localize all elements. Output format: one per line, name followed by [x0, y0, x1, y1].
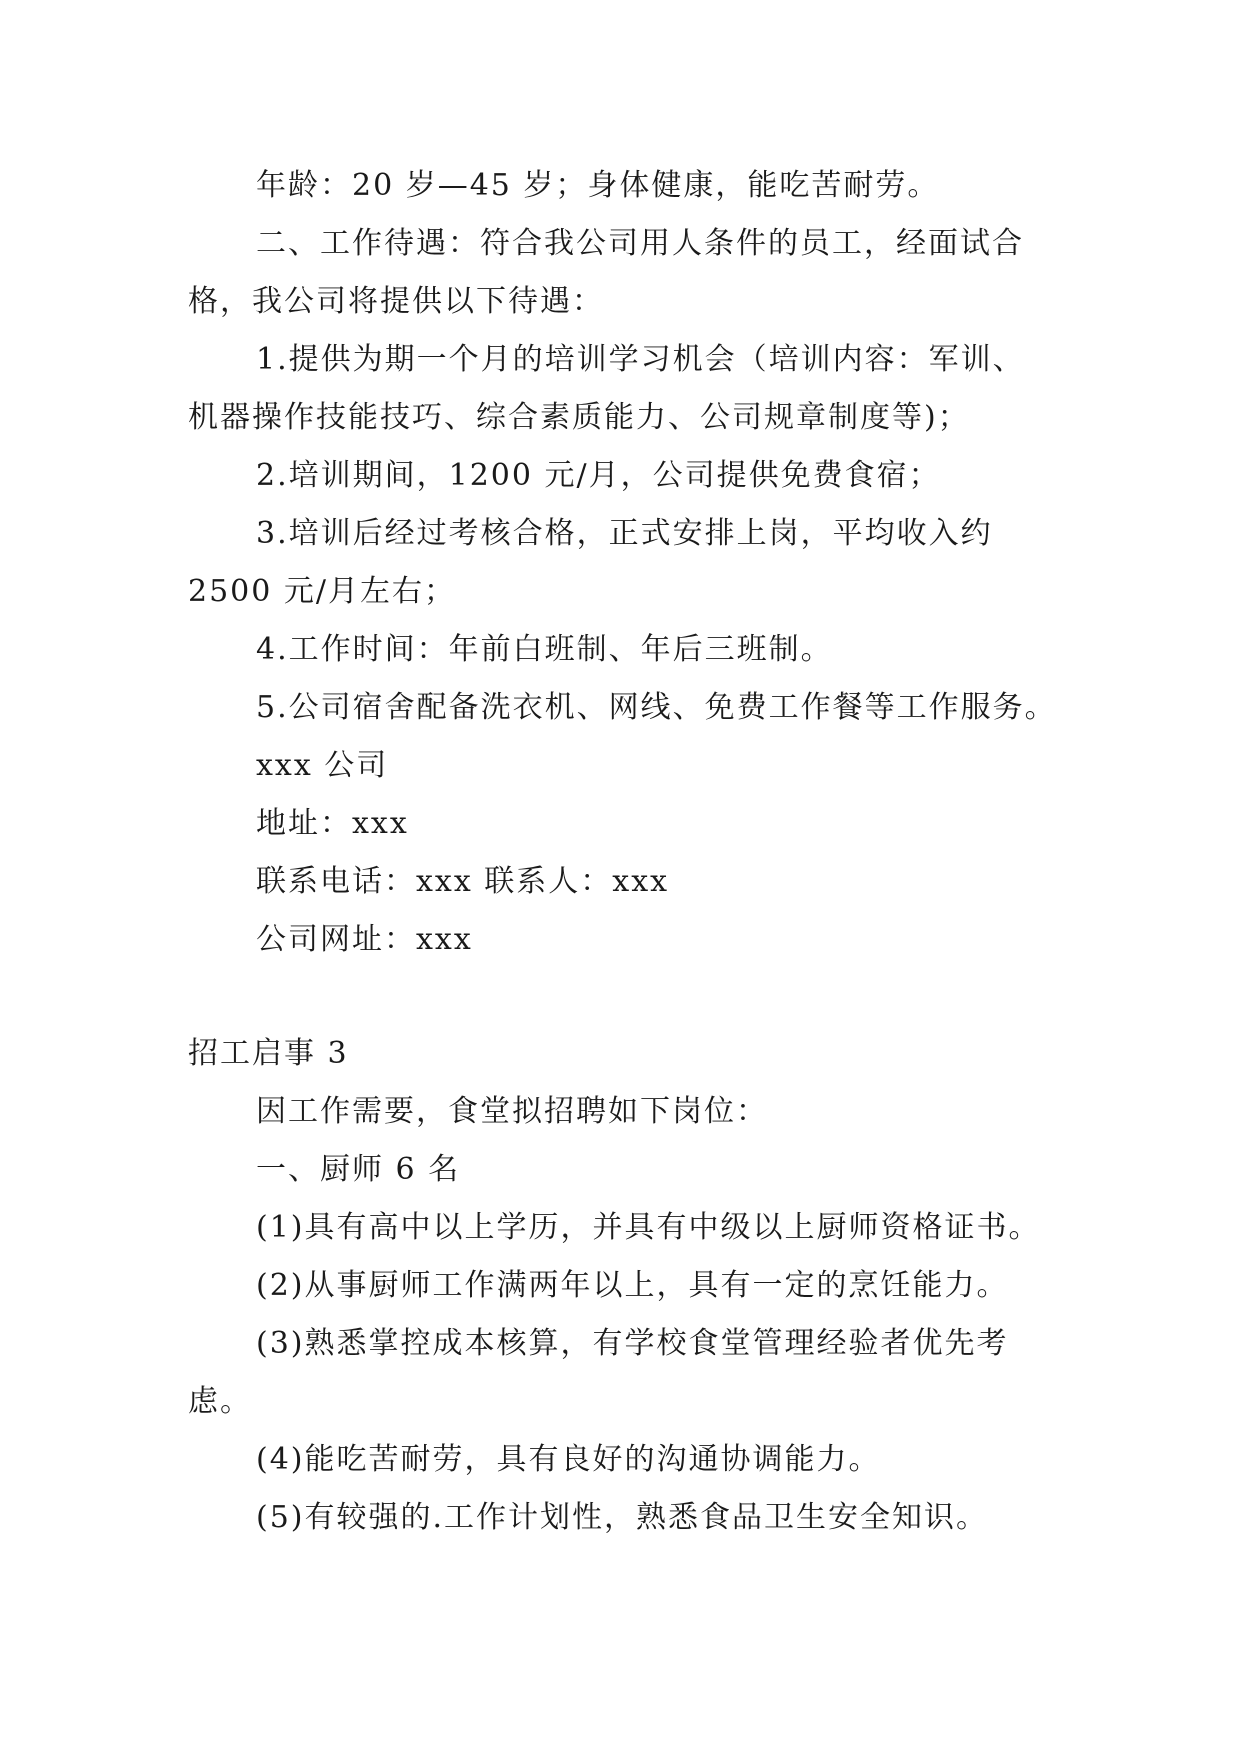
- paragraph-line: (4)能吃苦耐劳，具有良好的沟通协调能力。: [256, 1442, 881, 1477]
- company-website: 公司网址：xxx: [256, 922, 473, 957]
- paragraph-line: 4.工作时间：年前白班制、年后三班制。: [256, 632, 833, 667]
- paragraph-line: 3.培训后经过考核合格，正式安排上岗，平均收入约: [256, 516, 993, 551]
- paragraph-line: (3)熟悉掌控成本核算，有学校食堂管理经验者优先考: [256, 1326, 1009, 1361]
- paragraph-line: 机器操作技能技巧、综合素质能力、公司规章制度等)；: [188, 400, 970, 435]
- company-contact: 联系电话：xxx 联系人：xxx: [256, 864, 670, 899]
- company-address: 地址：xxx: [256, 806, 409, 841]
- paragraph-line: (2)从事厨师工作满两年以上，具有一定的烹饪能力。: [256, 1268, 1009, 1303]
- paragraph-line: (5)有较强的.工作计划性，熟悉食品卫生安全知识。: [256, 1500, 989, 1535]
- paragraph-line: 5.公司宿舍配备洗衣机、网线、免费工作餐等工作服务。: [256, 690, 1057, 725]
- section-title: 招工启事 3: [188, 1036, 349, 1071]
- paragraph-line: 虑。: [188, 1384, 252, 1419]
- paragraph-line: 因工作需要，食堂拟招聘如下岗位：: [256, 1094, 768, 1129]
- paragraph-line: (1)具有高中以上学历，并具有中级以上厨师资格证书。: [256, 1210, 1041, 1245]
- paragraph-line: 一、厨师 6 名: [256, 1152, 461, 1187]
- paragraph-line: 二、工作待遇：符合我公司用人条件的员工，经面试合: [256, 226, 1024, 261]
- company-name: xxx 公司: [256, 748, 389, 783]
- paragraph-line: 1.提供为期一个月的培训学习机会（培训内容：军训、: [256, 342, 1025, 377]
- paragraph-line: 2.培训期间，1200 元/月，公司提供免费食宿；: [256, 458, 941, 493]
- paragraph-line: 年龄：20 岁—45 岁；身体健康，能吃苦耐劳。: [256, 168, 940, 203]
- paragraph-line: 格，我公司将提供以下待遇：: [188, 284, 604, 319]
- paragraph-line: 2500 元/月左右；: [188, 574, 456, 609]
